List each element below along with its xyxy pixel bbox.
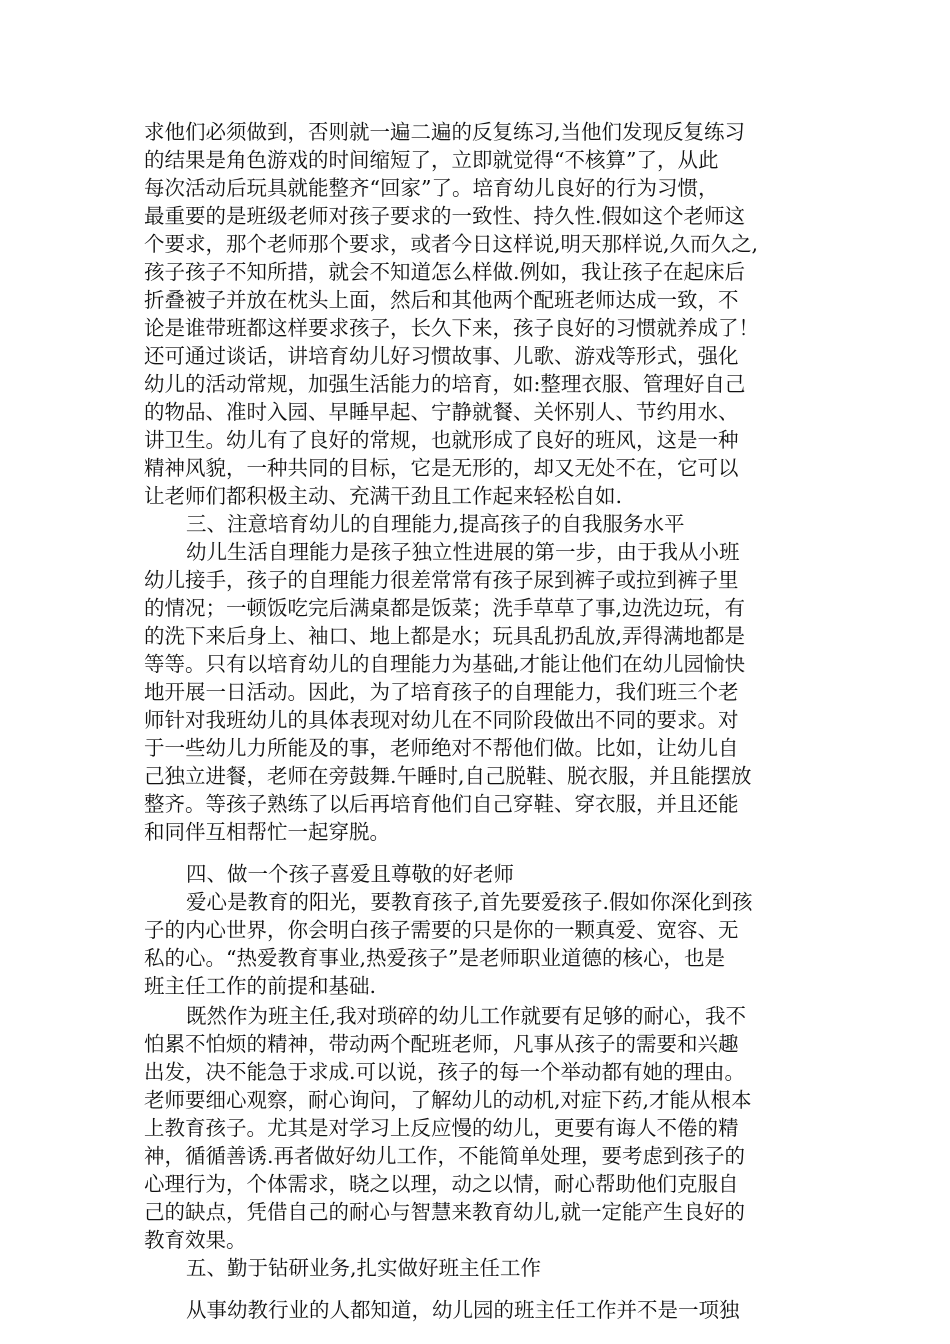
text-line: 的情况；一顿饭吃完后满桌都是饭菜；洗手草草了事,边洗边玩，有 bbox=[144, 596, 746, 620]
text-line: 地开展一日活动。因此，为了培育孩子的自理能力，我们班三个老 bbox=[144, 680, 739, 704]
text-line: 讲卫生。幼儿有了良好的常规，也就形成了良好的班风，这是一种 bbox=[144, 428, 739, 452]
text-line: 幼儿接手，孩子的自理能力很差常常有孩子尿到裤子或拉到裤子里 bbox=[144, 568, 739, 592]
text-line: 师针对我班幼儿的具体表现对幼儿在不同阶段做出不同的要求。对 bbox=[144, 708, 739, 732]
text-line: 爱心是教育的阳光，要教育孩子,首先要爱孩子.假如你深化到孩 bbox=[186, 890, 753, 914]
text-line: 求他们必须做到，否则就一遍二遍的反复练习,当他们发现反复练习 bbox=[144, 120, 746, 144]
text-line: 整齐。等孩子熟练了以后再培育他们自己穿鞋、穿衣服，并且还能 bbox=[144, 792, 739, 816]
text-line: 己的缺点，凭借自己的耐心与智慧来教育幼儿,就一定能产生良好的 bbox=[144, 1200, 746, 1224]
text-line: 班主任工作的前提和基础. bbox=[144, 974, 377, 998]
text-line: 等等。只有以培育幼儿的自理能力为基础,才能让他们在幼儿园愉快 bbox=[144, 652, 746, 676]
section-heading: 四、做一个孩子喜爱且尊敬的好老师 bbox=[186, 862, 514, 886]
text-line: 己独立进餐，老师在旁鼓舞.午睡时,自己脱鞋、脱衣服，并且能摆放 bbox=[144, 764, 752, 788]
text-line: 每次活动后玩具就能整齐“回家”了。培育幼儿良好的行为习惯， bbox=[144, 176, 719, 200]
text-line: 幼儿生活自理能力是孩子独立性进展的第一步，由于我从小班 bbox=[186, 540, 740, 564]
text-line: 个要求，那个老师那个要求，或者今日这样说,明天那样说,久而久之, bbox=[144, 232, 759, 256]
text-line: 心理行为，个体需求，晓之以理，动之以情，耐心帮助他们克服自 bbox=[144, 1172, 739, 1196]
text-line: 的物品、准时入园、早睡早起、宁静就餐、关怀别人、节约用水、 bbox=[144, 400, 739, 424]
text-line: 幼儿的活动常规，加强生活能力的培育，如:整理衣服、管理好自己 bbox=[144, 372, 746, 396]
text-line: 的结果是角色游戏的时间缩短了，立即就觉得“不核算”了，从此 bbox=[144, 148, 719, 172]
text-line: 从事幼教行业的人都知道，幼儿园的班主任工作并不是一项独 bbox=[186, 1298, 740, 1322]
text-line: 论是谁带班都这样要求孩子，长久下来，孩子良好的习惯就养成了！ bbox=[144, 316, 759, 340]
text-line: 让老师们都积极主动、充满干劲且工作起来轻松自如. bbox=[144, 484, 623, 508]
section-heading: 五、勤于钻研业务,扎实做好班主任工作 bbox=[186, 1256, 542, 1280]
text-line: 和同伴互相帮忙一起穿脱。 bbox=[144, 820, 390, 844]
text-line: 教育效果。 bbox=[144, 1228, 247, 1252]
text-line: 于一些幼儿力所能及的事，老师绝对不帮他们做。比如，让幼儿自 bbox=[144, 736, 739, 760]
section-heading: 三、注意培育幼儿的自理能力,提高孩子的自我服务水平 bbox=[186, 512, 685, 536]
text-line: 精神风貌，一种共同的目标，它是无形的，却又无处不在，它可以 bbox=[144, 456, 739, 480]
text-line: 既然作为班主任,我对琐碎的幼儿工作就要有足够的耐心，我不 bbox=[186, 1004, 747, 1028]
text-line: 最重要的是班级老师对孩子要求的一致性、持久性.假如这个老师这 bbox=[144, 204, 746, 228]
text-line: 老师要细心观察，耐心询问，了解幼儿的动机,对症下药,才能从根本 bbox=[144, 1088, 752, 1112]
text-line: 还可通过谈话，讲培育幼儿好习惯故事、儿歌、游戏等形式，强化 bbox=[144, 344, 739, 368]
text-line: 折叠被子并放在枕头上面，然后和其他两个配班老师达成一致，不 bbox=[144, 288, 739, 312]
text-line: 上教育孩子。尤其是对学习上反应慢的幼儿，更要有诲人不倦的精 bbox=[144, 1116, 739, 1140]
text-line: 神，循循善诱.再者做好幼儿工作，不能简单处理，要考虑到孩子的 bbox=[144, 1144, 746, 1168]
text-line: 怕累不怕烦的精神，带动两个配班老师，凡事从孩子的需要和兴趣 bbox=[144, 1032, 739, 1056]
text-line: 孩子孩子不知所措，就会不知道怎么样做.例如，我让孩子在起床后 bbox=[144, 260, 746, 284]
text-line: 子的内心世界，你会明白孩子需要的只是你的一颗真爱、宽容、无 bbox=[144, 918, 739, 942]
text-line: 私的心。“热爱教育事业,热爱孩子”是老师职业道德的核心，也是 bbox=[144, 946, 725, 970]
text-line: 的洗下来后身上、袖口、地上都是水；玩具乱扔乱放,弄得满地都是 bbox=[144, 624, 746, 648]
text-line: 出发，决不能急于求成.可以说，孩子的每一个举动都有她的理由。 bbox=[144, 1060, 746, 1084]
